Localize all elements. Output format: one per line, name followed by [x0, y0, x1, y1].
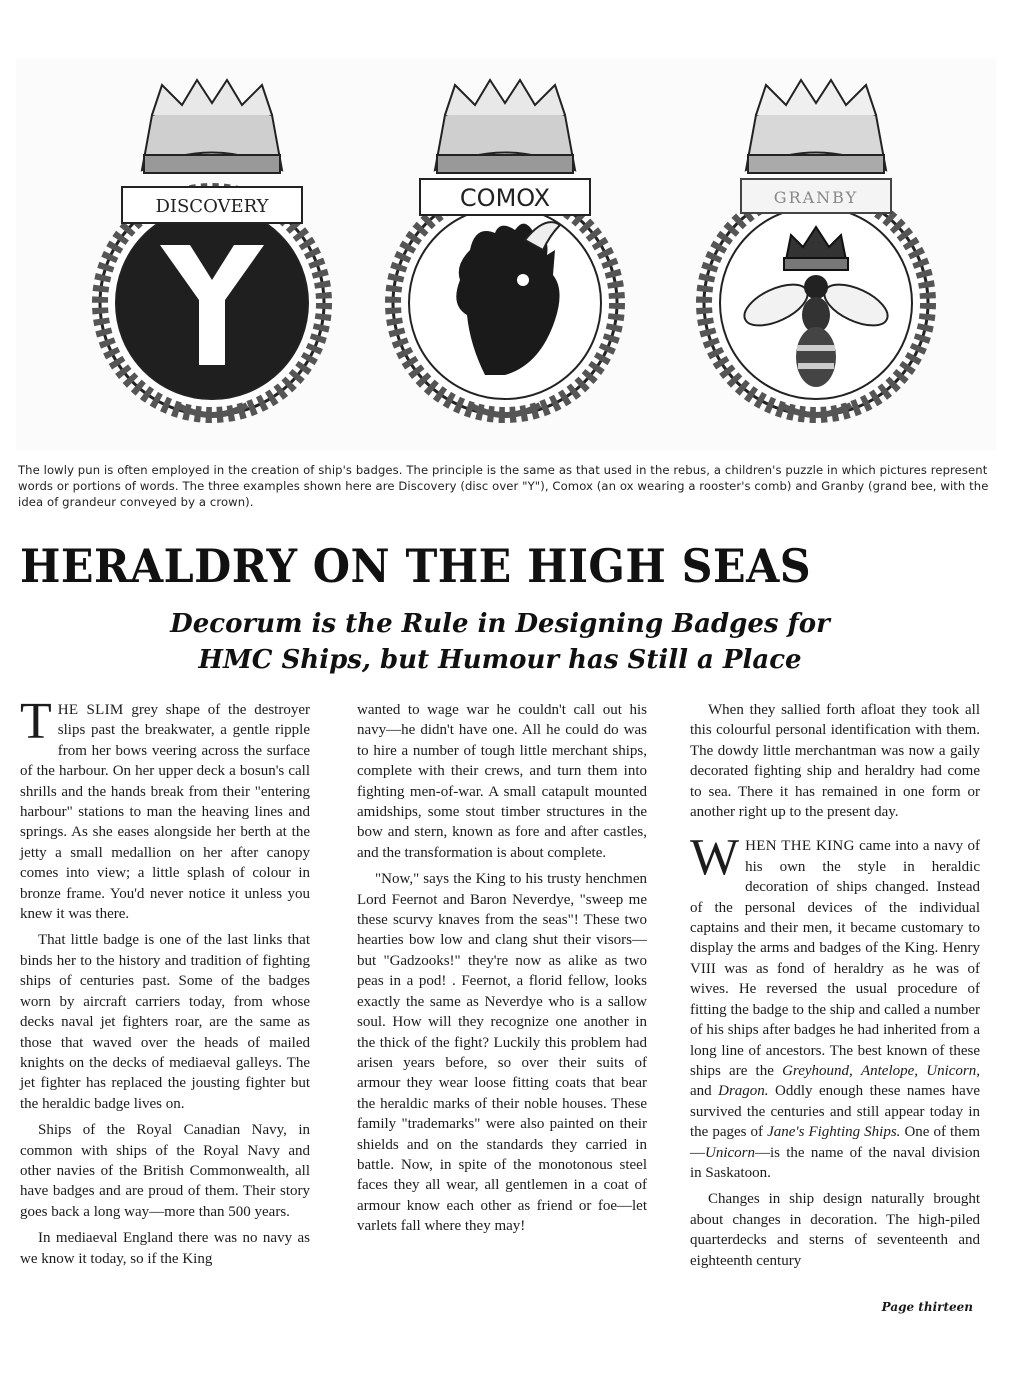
- article-column-3: [690, 700, 980, 1271]
- granby-badge: [686, 75, 946, 435]
- book-title: Jane's Fighting Ships.: [767, 1124, 901, 1141]
- badge-name: COMOX: [459, 184, 551, 212]
- naval-crown-icon: [746, 80, 886, 173]
- ship-name: Unicorn,: [926, 1062, 980, 1079]
- ship-name: Antelope,: [860, 1062, 919, 1079]
- naval-crown-icon: [435, 80, 575, 173]
- ship-name: Unicorn: [705, 1144, 755, 1161]
- paragraph: "Now," says the King to his trusty henchmen Lord Feernot and Baron Neverdye, "sweep me these scurvy knaves from the seas"! These two hearties bow low and clang shut their visors—but "Gadzooks!" they're now as alike as two peas in a pod! . Feernot, a florid fellow, looks exactly the same as Neverdye who is a sallow soul. How will they recognize one another in the thick of the fight? Luckily this problem had arisen years before, so over their suits of armour they wear loose fitting coats that bear the heraldic marks of their noble houses. These family "trademarks" were also painted on their shields and on the standards they carried in battle. Now, in spite of the monotonous steel faces they all wear, all gentlemen in a coat of armour know each other as friend or foe—let varlets fall where they may!: [357, 871, 647, 1235]
- article-column-2: [357, 700, 647, 1237]
- paragraph-text: One of them—: [690, 1124, 980, 1161]
- paragraph: [690, 829, 980, 1183]
- badge-name: GRANBY: [773, 188, 859, 207]
- article-title: HERALDRY ON THE HIGH SEAS: [20, 539, 812, 593]
- lead-in: HEN THE KING: [745, 838, 855, 855]
- paragraph-text: came into a navy of his own the style in heraldic decoration of ships changed. Instead of the personal devices of the individual captains and their men, it became customary to display the arms and badges of the King. Henry VIII was as fond of heraldry as he was of wives. He reversed the usual procedure of fitting the badge to the ship and called a number of his ships after badges he had inherited from a long line of ancestors. The best known of these ships are the: [690, 838, 980, 1079]
- paragraph: Changes in ship design naturally brought about changes in decoration. The high-piled quarterdecks and sterns of seventeenth and eighteenth century: [690, 1191, 980, 1269]
- photo-caption: The lowly pun is often employed in the creation of ship's badges. The principle is the same as that used in the rebus, a children's puzzle in which pictures represent words or portions of words. The three examples shown here are Discovery (disc over "Y"), Comox (an ox wearing a rooster's comb) and Granby (grand bee, with the idea of grandeur conveyed by a crown).: [18, 463, 989, 509]
- discovery-badge-icon: [82, 75, 342, 435]
- paragraph-text: and: [690, 1083, 719, 1100]
- paragraph-text: Oddly enough these names have survived the centuries and still appear today in the pages of: [690, 1083, 980, 1141]
- article-column-1: [20, 693, 311, 1269]
- drop-cap: W: [690, 829, 740, 887]
- paragraph: Ships of the Royal Canadian Navy, in common with ships of the Royal Navy and other navies of the British Commonwealth, all have badges and are proud of them. Their story goes back a long way—more than 500 years.: [20, 1122, 310, 1220]
- ship-name: Dragon.: [718, 1083, 769, 1100]
- paragraph: [20, 693, 311, 924]
- comox-badge: [375, 75, 635, 435]
- paragraph-text: grey shape of the destroyer slips past the breakwater, a gentle ripple from her bows veering across the surface of the harbour. On her upper deck a bosun's call shrills and the hands break from their "entering harbour" stations to man the heaving lines and springs. As she eases alongside her berth at the jetty a small medallion on her after canopy comes into view; a little splash of colour in bronze frame. You'd never notice it unless you knew it was there.: [20, 702, 311, 923]
- paragraph: That little badge is one of the last links that binds her to the history and tradition of fighting ships of centuries past. Some of the badges worn by aircraft carriers today, from whose decks naval jet fighters roar, are the same as those that waved over the heads of mailed knights on the decks of mediaeval galleys. The jet fighter has replaced the jousting fighter but the heraldic badge lives on.: [20, 932, 310, 1112]
- paragraph: When they sallied forth afloat they took all this colourful personal identification with them. The dowdy little merchantman was now a gaily decorated fighting ship and heraldry had come to sea. There it has remained in one form or another right up to the present day.: [690, 702, 980, 821]
- naval-crown-icon: [142, 80, 282, 173]
- page-number: Page thirteen: [881, 1300, 973, 1314]
- ship-name: Greyhound,: [782, 1062, 853, 1079]
- article-subtitle: Decorum is the Rule in Designing Badges for HMC Ships, but Humour has Still a Place: [170, 609, 830, 675]
- paragraph: In mediaeval England there was no navy as we know it today, so if the King: [20, 1230, 310, 1267]
- granby-badge-icon: [686, 75, 946, 435]
- discovery-badge: [82, 75, 342, 435]
- comox-badge-icon: [375, 75, 635, 435]
- drop-cap: T: [20, 693, 52, 750]
- lead-in: HE SLIM: [57, 702, 124, 718]
- paragraph-text: —is the name of the naval division in Saskatoon.: [690, 1144, 980, 1181]
- badge-name: DISCOVERY: [155, 196, 269, 217]
- paragraph: wanted to wage war he couldn't call out his navy—he didn't have one. All he could do was to hire a number of tough little merchant ships, complete with their crews, and turn them into fighting men-of-war. A small catapult mounted amidships, some stout timber structures in the bow and stern, known as fore and after castles, and the transformation is about complete.: [357, 702, 647, 861]
